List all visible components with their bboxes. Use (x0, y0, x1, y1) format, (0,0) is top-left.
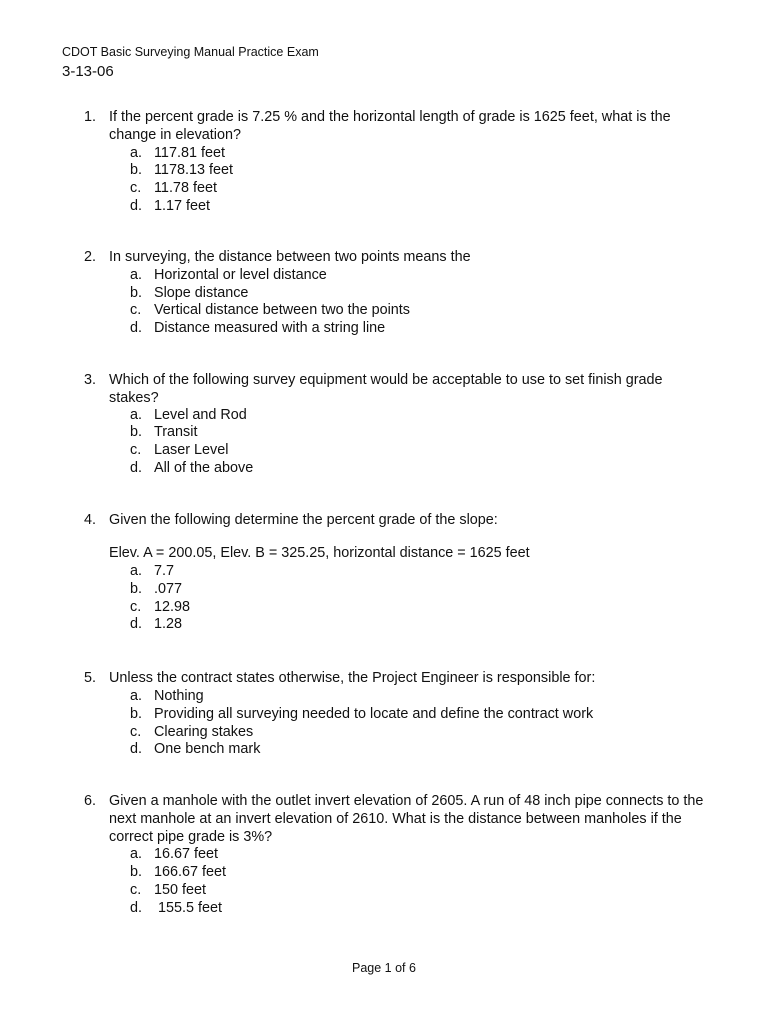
option-a (0, 563, 768, 581)
option-letter: a. (130, 846, 143, 863)
option-a (0, 688, 768, 706)
option-text: 16.67 feet (154, 846, 219, 863)
question-number: 5. (84, 670, 97, 686)
option-text: Providing all surveying needed to locate and define the contract work (154, 705, 594, 722)
option-letter: c. (130, 180, 142, 197)
option-d (0, 900, 768, 918)
option-text: Nothing (154, 688, 204, 704)
option-a (0, 267, 768, 285)
option-b (0, 424, 768, 442)
question-text: Given the following determine the percent grade of the slope: (109, 512, 498, 528)
option-d (0, 616, 768, 634)
option-a (0, 846, 768, 864)
option-text: Horizontal or level distance (154, 266, 327, 283)
answer-options (0, 267, 768, 338)
question-number: 3. (84, 372, 97, 388)
question-text: Unless the contract states otherwise, the Project Engineer is responsible for: (109, 670, 596, 686)
question-text: Which of the following survey equipment would be acceptable to use to set finish grade stakes? (109, 372, 667, 406)
option-letter: d. (130, 616, 143, 633)
option-text: Transit (154, 424, 198, 441)
option-text: Vertical distance between two the points (154, 302, 410, 319)
option-letter: a. (130, 406, 143, 423)
option-text: Laser Level (154, 442, 229, 459)
answer-options (0, 846, 768, 917)
option-letter: d. (130, 741, 143, 758)
option-c (0, 882, 768, 900)
option-d (0, 460, 768, 478)
option-b (0, 162, 768, 180)
question-text: If the percent grade is 7.25 % and the horizontal length of grade is 1625 feet, what is the change in elevation? (109, 109, 675, 143)
option-d (0, 198, 768, 216)
option-letter: c. (130, 598, 142, 615)
option-c (0, 180, 768, 198)
option-text: 1178.13 feet (154, 162, 233, 179)
option-letter: b. (130, 580, 143, 597)
option-letter: b. (130, 284, 143, 301)
option-c (0, 442, 768, 460)
option-c (0, 599, 768, 617)
option-letter: a. (130, 144, 143, 161)
option-letter: b. (130, 424, 143, 441)
option-d (0, 320, 768, 338)
option-text: One bench mark (154, 741, 261, 758)
option-b (0, 864, 768, 882)
option-letter: b. (130, 705, 143, 722)
option-b (0, 581, 768, 599)
option-text: 7.7 (154, 563, 175, 579)
option-letter: c. (130, 723, 142, 740)
option-text: Level and Rod (154, 406, 247, 423)
option-text: Clearing stakes (154, 723, 254, 740)
option-b (0, 285, 768, 303)
option-text: 117.81 feet (154, 144, 225, 161)
question-text: Given a manhole with the outlet invert elevation of 2605. A run of 48 inch pipe connects to the next manhole at an invert elevation of 2610. What is the distance between manholes if the correct pipe grade is 3%? (109, 793, 708, 845)
option-text: Slope distance (154, 284, 249, 301)
option-letter: d. (130, 899, 143, 916)
option-text: Distance measured with a string line (154, 320, 386, 337)
option-text: 155.5 feet (154, 899, 223, 916)
option-c (0, 302, 768, 320)
option-text: 1.17 feet (154, 197, 211, 214)
option-d (0, 741, 768, 759)
option-letter: c. (130, 302, 142, 319)
option-letter: c. (130, 442, 142, 459)
option-text: All of the above (154, 459, 254, 476)
question-number: 2. (84, 249, 97, 265)
exam-title: CDOT Basic Surveying Manual Practice Exam (62, 45, 319, 59)
page-number: Page 1 of 6 (352, 961, 416, 975)
exam-date: 3-13-06 (62, 63, 114, 80)
option-letter: d. (130, 459, 143, 476)
question-number: 6. (84, 793, 97, 809)
answer-options (0, 688, 768, 759)
option-letter: b. (130, 162, 143, 179)
question-number: 4. (84, 512, 97, 528)
option-letter: d. (130, 197, 143, 214)
option-text: 150 feet (154, 881, 207, 898)
question-number: 1. (84, 109, 97, 125)
option-letter: b. (130, 864, 143, 881)
option-text: 166.67 feet (154, 864, 227, 881)
option-text: 11.78 feet (154, 180, 217, 197)
option-b (0, 706, 768, 724)
option-a (0, 407, 768, 425)
option-text: 12.98 (154, 598, 191, 615)
question-text: In surveying, the distance between two points means the (109, 249, 471, 265)
option-letter: a. (130, 688, 143, 704)
option-text: .077 (154, 580, 183, 597)
option-a (0, 145, 768, 163)
answer-options (0, 563, 768, 634)
given-values: Elev. A = 200.05, Elev. B = 325.25, horizontal distance = 1625 feet (109, 545, 530, 561)
option-letter: d. (130, 320, 143, 337)
option-text: 1.28 (154, 616, 183, 633)
option-letter: c. (130, 881, 142, 898)
option-letter: a. (130, 266, 143, 283)
option-c (0, 724, 768, 742)
answer-options (0, 407, 768, 478)
answer-options (0, 145, 768, 216)
option-letter: a. (130, 563, 143, 579)
